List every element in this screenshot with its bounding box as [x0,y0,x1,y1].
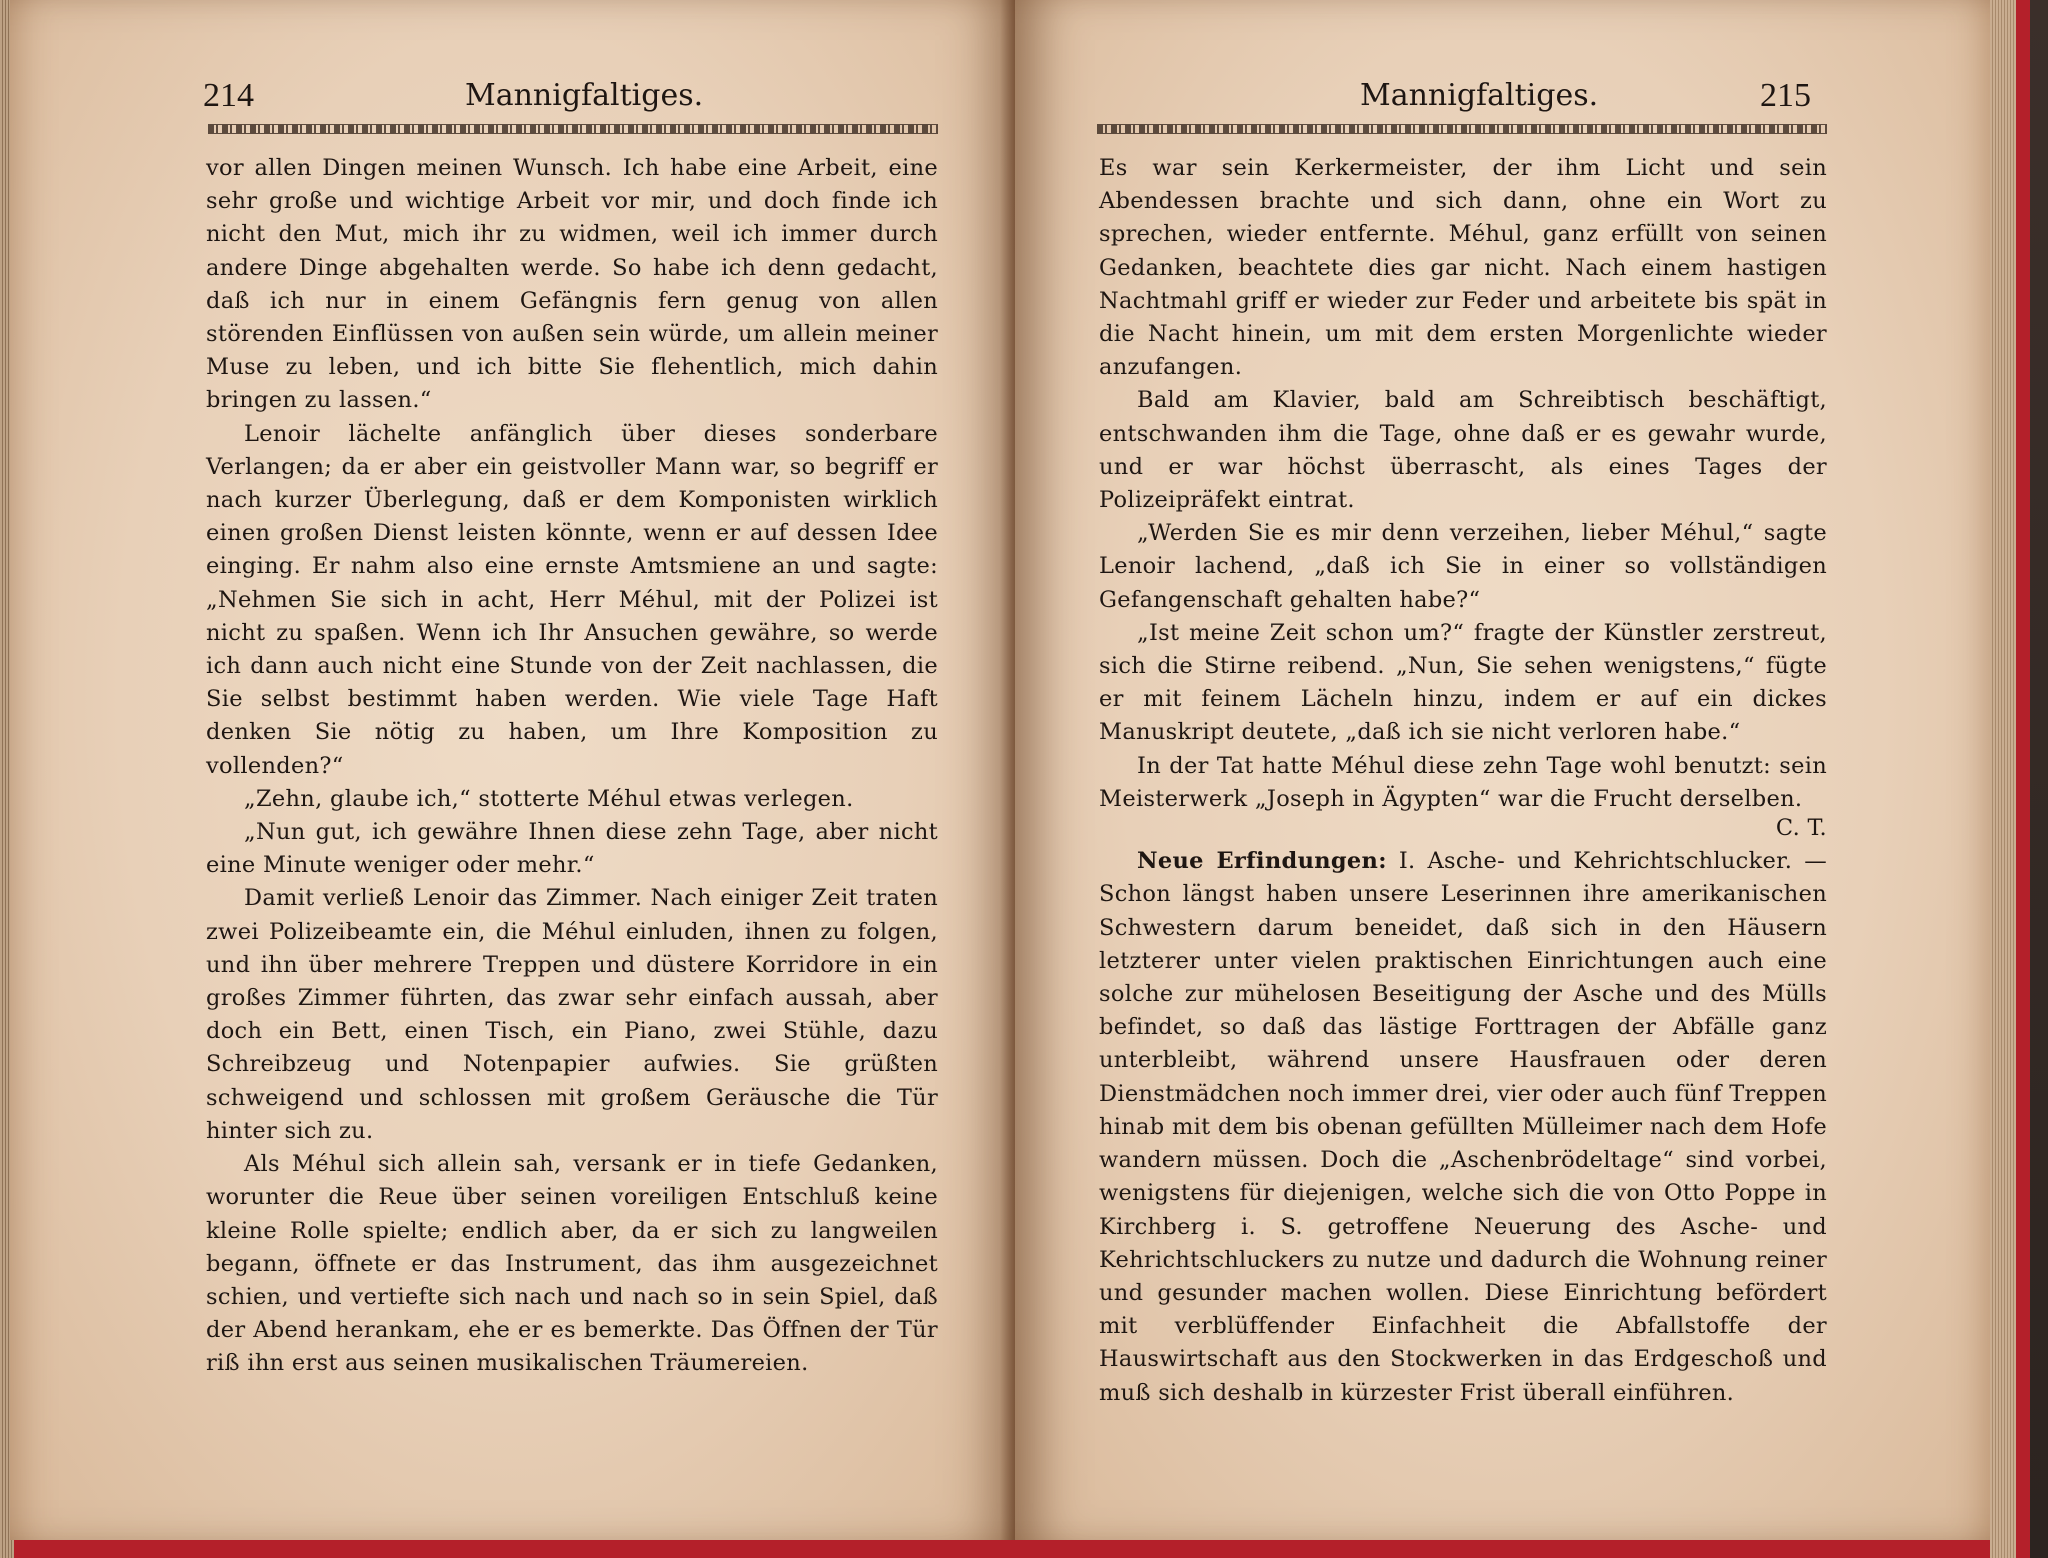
section-subheading: I. Asche- und Kehrichtschlucker. [1398,848,1793,875]
section-heading: Neue Erfindungen: [1137,848,1387,875]
right-page-number: 215 [1760,77,1811,114]
left-running-head: Mannigfaltiges. [465,78,704,113]
header-ornament-rule [208,124,938,134]
left-body-text [206,152,938,1381]
left-page-number: 214 [203,77,254,114]
paragraph: „Zehn, glaube ich,“ stotterte Méhul etwas verlegen. [244,785,854,812]
right-body-text [1099,152,1827,1410]
section-text: — Schon längst haben unsere Leserinnen ihre amerikanischen Schwestern darum beneidet, daß sich in den Häusern letzterer unter vielen praktischen Einrichtungen auch eine solche zur mühelosen Beseitigung der Asche und des Mülls befindet, so daß das lästige Forttragen der Abfälle ganz unterbleibt, während unsere Hausfrauen oder deren Dienstmädchen noch immer drei, vier oder auch fünf Treppen hinab mit dem bis obenan gefüllten Mülleimer nach dem Hofe wandern müssen. Doch die „Aschenbrödeltage“ sind vorbei, wenigstens für diejenigen, welche sich die von Otto Poppe in Kirchberg i. S. getroffene Neuerung des Asche- und Kehrichtschluckers zu nutze und dadurch die Wohnung reiner und gesunder machen wollen. Diese Einrichtung befördert mit verblüffender Einfachheit die Abfallstoffe der Hauswirtschaft aus den Stockwerken in das Erdgeschoß und muß sich deshalb in kürzester Frist überall einführen. [1099,848,1828,1406]
paragraph: „Werden Sie es mir denn verzeihen, lieber Méhul,“ sagte Lenoir lachend, „daß ich Sie in einer so vollständigen Gefangenschaft gehalten habe?“ [1099,520,1827,613]
paragraph: „Nun gut, ich gewähre Ihnen diese zehn Tage, aber nicht eine Minute weniger oder mehr.“ [206,819,938,879]
paragraph: Damit verließ Lenoir das Zimmer. Nach einiger Zeit traten zwei Polizeibeamte ein, die Méhul einluden, ihnen zu folgen, und ihn über mehrere Treppen und düstere Korridore in ein großes Zimmer führten, das zwar sehr einfach aussah, aber doch ein Bett, einen Tisch, ein Piano, zwei Stühle, dazu Schreibzeug und Notenpapier aufwies. Sie grüßten schweigend und schlossen mit großem Geräusche die Tür hinter sich zu. [206,885,938,1144]
header-ornament-rule [1097,124,1827,134]
page-edge-right [1990,0,2016,1558]
paragraph: Als Méhul sich allein sah, versank er in tiefe Gedanken, worunter die Reue über seinen voreiligen Entschluß keine kleine Rolle spielte; endlich aber, da er sich zu langweilen begann, öffnete er das Instrument, das ihm ausgezeichnet schien, und vertiefte sich nach und nach so in sein Spiel, daß der Abend herankam, ehe er es bemerkte. Das Öffnen der Tür riß ihn erst aus seinen musikalischen Träumereien. [206,1151,938,1377]
paragraph: vor allen Dingen meinen Wunsch. Ich habe eine Arbeit, eine sehr große und wichtige Arbeit vor mir, und doch finde ich nicht den Mut, mich ihr zu widmen, weil ich immer durch andere Dinge abgehalten werde. So habe ich denn gedacht, daß ich nur in einem Gefängnis fern genug von allen störenden Einflüssen von außen sein würde, um allein meiner Muse zu leben, und ich bitte Sie flehentlich, mich dahin bringen zu lassen.“ [206,155,938,414]
paragraph: Bald am Klavier, bald am Schreibtisch beschäftigt, entschwanden ihm die Tage, ohne daß er es gewahr wurde, und er war höchst überrascht, als eines Tages der Polizeipräfekt eintrat. [1099,387,1827,514]
right-page [1015,0,1990,1540]
author-signature: C. T. [1775,815,1827,842]
paragraph: „Ist meine Zeit schon um?“ fragte der Künstler zerstreut, sich die Stirne reibend. „Nun, Sie sehen wenigstens,“ fügte er mit feinem Lächeln hinzu, indem er auf ein dickes Manuskript deutete, „daß ich sie nicht verloren habe.“ [1099,619,1827,746]
paragraph: Es war sein Kerkermeister, der ihm Licht und sein Abendessen brachte und sich dann, ohne ein Wort zu sprechen, wieder entfernte. Méhul, ganz erfüllt von seinen Gedanken, beachtete dies gar nicht. Nach einem hastigen Nachtmahl griff er wieder zur Feder und arbeitete bis spät in die Nacht hinein, um mit dem ersten Morgenlichte wieder anzufangen. [1099,155,1827,381]
left-page [10,0,1015,1540]
section-paragraph [1099,845,1827,1409]
paragraph: In der Tat hatte Méhul diese zehn Tage wohl benutzt: sein Meisterwerk „Joseph in Ägypten“ war die Frucht derselben. [1099,752,1827,812]
paragraph: Lenoir lächelte anfänglich über dieses sonderbare Verlangen; da er aber ein geistvoller Mann war, so begriff er nach kurzer Überlegung, daß er dem Komponisten wirklich einen großen Dienst leisten könnte, wenn er auf dessen Idee einging. Er nahm also eine ernste Amtsmiene an und sagte: „Nehmen Sie sich in acht, Herr Méhul, mit der Polizei ist nicht zu spaßen. Wenn ich Ihr Ansuchen gewähre, so werde ich dann auch nicht eine Stunde von der Zeit nachlassen, die Sie selbst bestimmt haben werden. Wie viele Tage Haft denken Sie nötig zu haben, um Ihre Komposition zu vollenden?“ [206,420,938,779]
right-running-head: Mannigfaltiges. [1360,78,1599,113]
